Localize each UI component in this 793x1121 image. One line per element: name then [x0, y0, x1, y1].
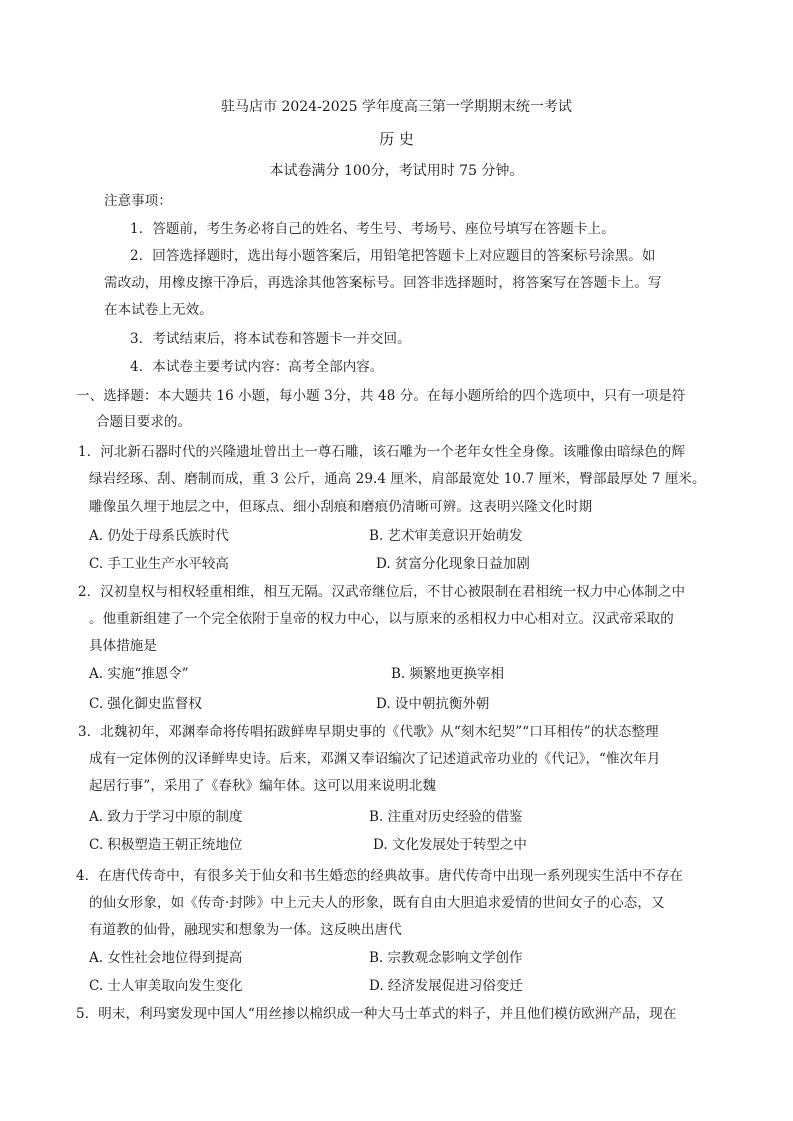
- question-3-text: 3．北魏初年，邓渊奉命将传唱拓跋鲜卑早期史事的《代歌》从“刻木纪契”“口耳相传”的状态整理: [78, 724, 659, 740]
- question-1-option-a[interactable]: A. 仍处于母系氏族时代: [89, 528, 229, 544]
- note-item: 2．回答选择题时，选出每小题答案后，用铅笔把答题卡上对应题目的答案标号涂黑。如: [130, 248, 656, 264]
- question-2-option-c[interactable]: C. 强化御史监督权: [89, 696, 202, 712]
- question-1-option-c[interactable]: C. 手工业生产水平较高: [89, 556, 229, 572]
- question-4-option-b[interactable]: B. 宗教观念影响文学创作: [369, 950, 523, 966]
- question-1-text: 1．河北新石器时代的兴隆遗址曾出土一尊石雕，该石雕为一个老年女性全身像。该雕像由暗绿色的辉: [78, 444, 686, 460]
- exam-title: 驻马店市 2024-2025 学年度高三第一学期期末统一考试: [221, 99, 572, 115]
- subject-title: 历 史: [379, 130, 414, 148]
- question-2-text: 2．汉初皇权与相权轻重相维，相互无隔。汉武帝继位后，不甘心被限制在君相统一权力中心体制之中: [78, 584, 686, 600]
- question-3-text: 起居行事”，采用了《春秋》编年体。这可以用来说明北魏: [89, 778, 437, 794]
- question-2-option-d[interactable]: D. 设中朝抗衡外朝: [376, 696, 490, 712]
- question-4-text: 的仙女形象，如《传奇·封陟》中上元夫人的形象，既有自由大胆追求爱情的世间女子的心态，又: [89, 895, 665, 911]
- notes-heading: 注意事项：: [104, 193, 172, 209]
- question-4-option-c[interactable]: C. 士人审美取向发生变化: [89, 978, 243, 994]
- section-heading-cont: 合题目要求的。: [96, 414, 192, 430]
- question-2-option-a[interactable]: A. 实施“推恩令”: [89, 666, 189, 682]
- note-item: 1．答题前，考生务必将自己的姓名、考生号、考场号、座位号填写在答题卡上。: [130, 221, 615, 237]
- question-1-text: 绿岩经琢、刮、磨制而成，重 3 公斤，通高 29.4 厘米，肩部最宽处 10.7 厘米，臀部最厚处 7 厘米。: [89, 471, 706, 487]
- question-3-text: 成有一定体例的汉译鲜卑史诗。后来，邓渊又奉诏编次了记述道武帝功业的《代记》，“惟次年月: [89, 751, 661, 767]
- question-2-option-b[interactable]: B. 频繁地更换宰相: [391, 666, 505, 682]
- exam-info: 本试卷满分 100分，考试用时 75 分钟。: [269, 163, 524, 179]
- question-3-option-b[interactable]: B. 注重对历史经验的借鉴: [369, 809, 523, 825]
- question-3-option-a[interactable]: A. 致力于学习中原的制度: [89, 809, 243, 825]
- question-3-option-c[interactable]: C. 积极塑造王朝正统地位: [89, 837, 243, 853]
- question-4-text: 4．在唐代传奇中，有很多关于仙女和书生婚恋的经典故事。唐代传奇中出现一系列现实生活中不存在: [76, 868, 684, 884]
- question-3-option-d[interactable]: D. 文化发展处于转型之中: [373, 837, 527, 853]
- note-item: 4．本试卷主要考试内容：高考全部内容。: [130, 359, 384, 375]
- note-item: 3．考试结束后，将本试卷和答题卡一并交回。: [130, 331, 411, 347]
- section-heading: 一、选择题：本大题共 16 小题，每小题 3分，共 48 分。在每小题所给的四个选项中，只有一项是符: [76, 388, 686, 404]
- question-4-option-a[interactable]: A. 女性社会地位得到提高: [89, 950, 243, 966]
- question-1-text: 雕像虽久埋于地层之中，但琢点、细小刮痕和磨痕仍清晰可辨。这表明兴隆文化时期: [89, 499, 593, 515]
- question-2-text: 具体措施是: [89, 638, 157, 654]
- question-4-option-d[interactable]: D. 经济发展促进习俗变迁: [369, 978, 523, 994]
- question-5-text: 5．明末，利玛窦发现中国人“用丝掺以棉织成一种大马士革式的料子，并且他们模仿欧洲产品，现在: [76, 1006, 677, 1022]
- note-item: 需改动，用橡皮擦干净后，再选涂其他答案标号。回答非选择题时，将答案写在答题卡上。写: [104, 275, 662, 291]
- question-4-text: 有道教的仙骨，融现实和想象为一体。这反映出唐代: [89, 922, 402, 938]
- question-1-option-d[interactable]: D. 贫富分化现象日益加剧: [376, 556, 530, 572]
- question-2-text: 。他重新组建了一个完全依附于皇帝的权力中心，以与原来的丞相权力中心相对立。汉武帝采取的: [89, 611, 674, 627]
- note-item: 在本试卷上无效。: [104, 302, 213, 318]
- question-1-option-b[interactable]: B. 艺术审美意识开始萌发: [369, 528, 523, 544]
